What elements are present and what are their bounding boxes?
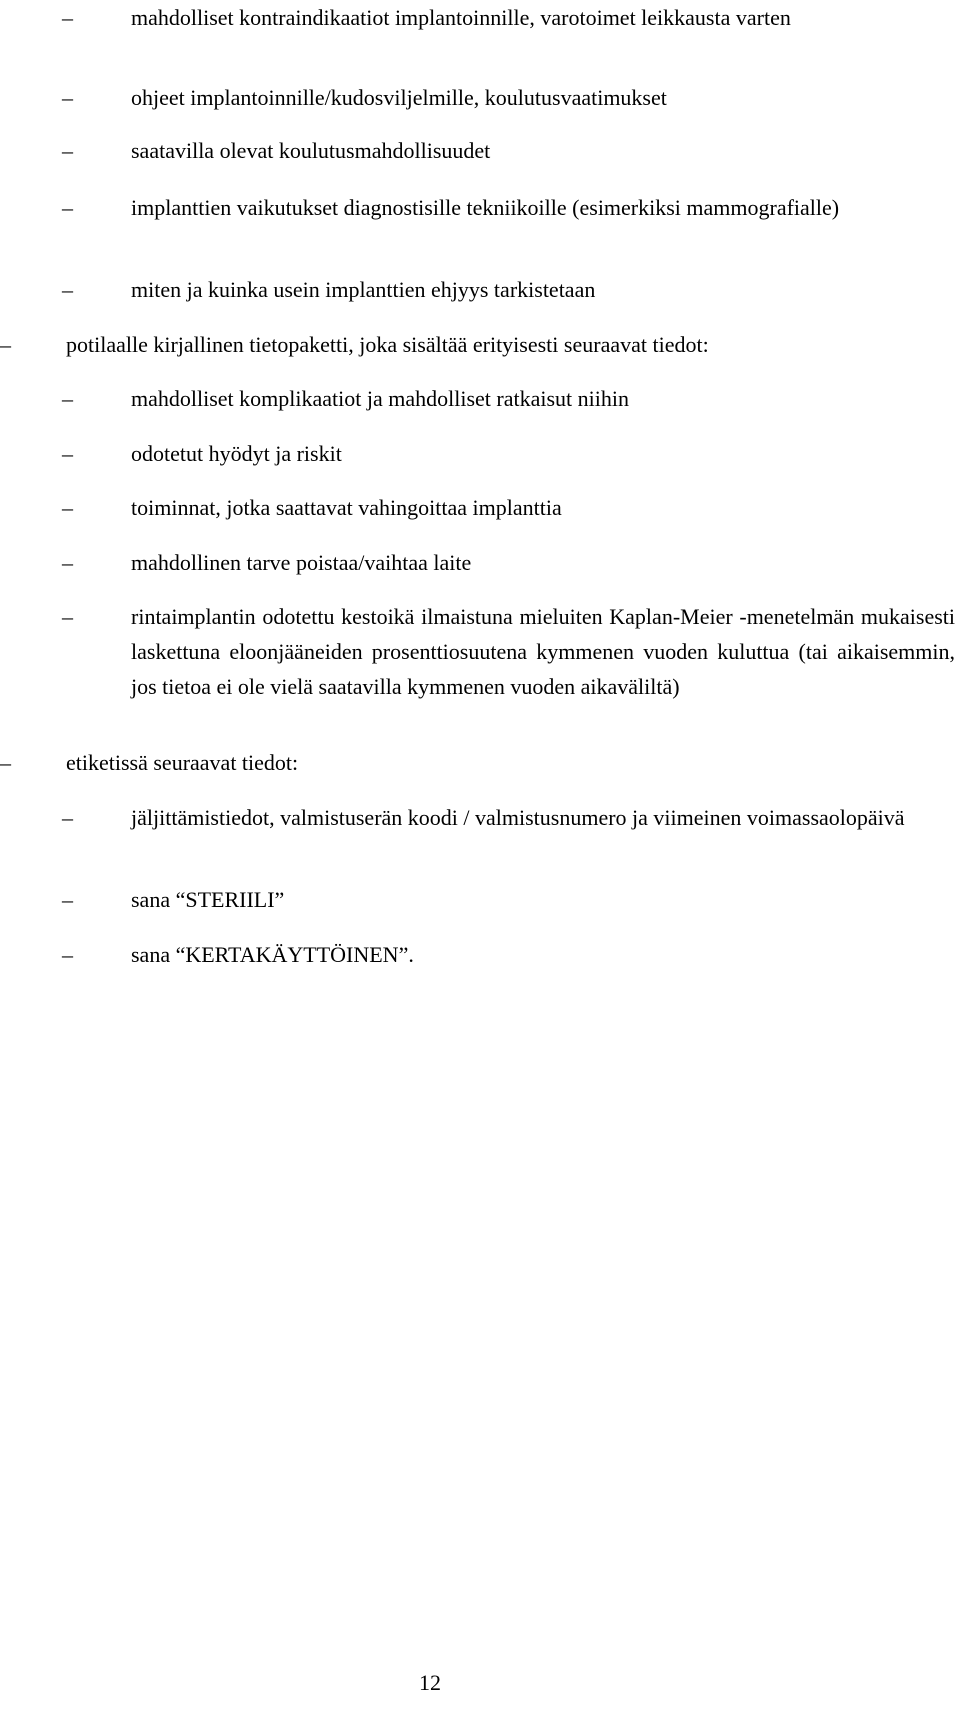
list-item-text: odotetut hyödyt ja riskit <box>131 441 342 466</box>
list-dash: – <box>62 887 73 912</box>
list-item-text: mahdolliset kontraindikaatiot implantoinnille, varotoimet leikkausta varten <box>131 5 791 30</box>
list-item-text: mahdolliset komplikaatiot ja mahdolliset ratkaisut niihin <box>131 386 629 411</box>
list-dash: – <box>62 5 73 30</box>
list-item-text: etiketissä seuraavat tiedot: <box>66 750 299 775</box>
list-dash: – <box>62 604 73 629</box>
list-dash: – <box>62 85 73 110</box>
list-item-text: sana “STERIILI” <box>131 887 285 912</box>
list-dash: – <box>62 138 73 163</box>
list-item-text: implanttien vaikutukset diagnostisille tekniikoille (esimerkiksi mammografialle) <box>131 195 840 220</box>
list-item-text: ohjeet implantoinnille/kudosviljelmille, koulutusvaatimukset <box>131 85 667 110</box>
list-dash: – <box>62 942 73 967</box>
list-dash: – <box>62 805 73 830</box>
list-item-text: rintaimplantin odotettu kestoikä ilmaistuna mieluiten Kaplan-Meier -menetelmän mukaisesti laskettuna eloonjääneiden prosenttiosuutena kymmenen vuoden kuluttua (tai aikaisemmin, jos tietoa ei ole vielä saatavilla kymmenen vuoden aikaväliltä) <box>131 604 955 699</box>
list-dash: – <box>62 550 73 575</box>
list-item-text: jäljittämistiedot, valmistuserän koodi / valmistusnumero ja viimeinen voimassaolopäivä <box>131 805 905 830</box>
list-dash: – <box>0 332 11 357</box>
list-item-text: toiminnat, jotka saattavat vahingoittaa implanttia <box>131 495 562 520</box>
list-dash: – <box>62 386 73 411</box>
list-item-text: mahdollinen tarve poistaa/vaihtaa laite <box>131 550 472 575</box>
list-item-text: saatavilla olevat koulutusmahdollisuudet <box>131 138 491 163</box>
list-dash: – <box>62 495 73 520</box>
list-dash: – <box>62 441 73 466</box>
list-dash: – <box>0 750 11 775</box>
list-item-text: sana “KERTAKÄYTTÖINEN”. <box>131 942 414 967</box>
list-dash: – <box>62 195 73 220</box>
list-dash: – <box>62 277 73 302</box>
page-number: 12 <box>419 1670 441 1695</box>
list-item-text: miten ja kuinka usein implanttien ehjyys tarkistetaan <box>131 277 596 302</box>
list-item-text: potilaalle kirjallinen tietopaketti, joka sisältää erityisesti seuraavat tiedot: <box>66 332 709 357</box>
